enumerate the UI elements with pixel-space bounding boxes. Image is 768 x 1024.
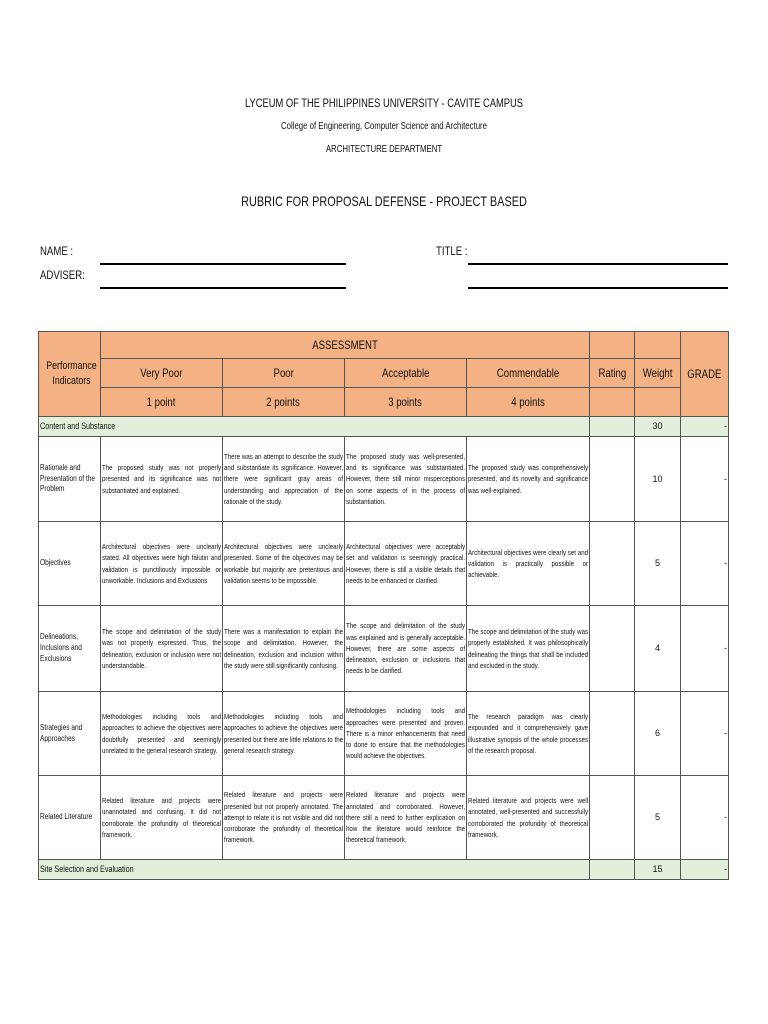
points-acceptable: 3 points [345,388,467,417]
grade-cell: - [681,522,729,606]
poor-cell: Methodologies including tools and approaches to achieve the objectives were presented but there are little relations to the general research strategy. [223,692,345,776]
commendable-cell: Architectural objectives were clearly set and validation is practically possible or achievable. [467,522,590,606]
weight-cell: 10 [635,437,681,522]
indicator-cell: Rationale and Presentation of the Problem [39,437,101,522]
poor-cell: There was a manifestation to explain the scope and delimitation. However, the delineation, exclusion and inclusion within the study were still significantly confusing. [223,606,345,692]
name-line[interactable] [100,263,346,265]
points-poor: 2 points [223,388,345,417]
table-row [39,522,729,606]
very-poor-cell: The scope and delimitation of the study was not properly expressed. Thus, the delineation, exclusion or inclusion were not understandable. [101,606,223,692]
commendable-cell: Related literature and projects were well annotated, well-presented and successfully corroborated the profundity of theoretical framework. [467,776,590,860]
points-very-poor: 1 point [101,388,223,417]
grade-cell: - [681,776,729,860]
rating-header: Rating [590,359,635,388]
commendable-cell: The research paradigm was clearly expounded and it comprehensively gave illustrative synopsis of the whole processes of the research proposal. [467,692,590,776]
acceptable-cell: The proposed study was well-presented, and its significance was substantiated. However, there still minor misperceptions on some aspects of in the process of substantiation. [345,437,467,522]
title-line-2[interactable] [468,287,728,289]
level-commendable: Commendable [467,359,590,388]
section-weight: 30 [635,417,681,437]
section-grade: - [681,417,729,437]
acceptable-cell: Related literature and projects were annotated and corroborated. However, there still a need to further explication on how the literature would reinforce the theoretical framework. [345,776,467,860]
department-name: ARCHITECTURE DEPARTMENT [325,144,443,155]
rating-cell[interactable] [590,522,635,606]
very-poor-cell: The proposed study was not properly presented and its significance was not substantiated and explained. [101,437,223,522]
performance-indicators-header: Performance Indicators [39,332,101,417]
rating-cell[interactable] [590,776,635,860]
poor-cell: There was an attempt to describe the study and substantiate its significance. However, there were significant gray areas of understanding and appreciation of the rationale of the study. [223,437,345,522]
acceptable-cell: The scope and delimitation of the study was explained and is generally acceptable. However, there are some aspects of delineation, exclusion or inclusions that needs to be clarified. [345,606,467,692]
section-grade: - [681,860,729,880]
weight-cell: 4 [635,606,681,692]
rubric-table [38,331,729,880]
commendable-cell: The scope and delimitation of the study was properly established. It was philosophically delineating the things that shall be included and excluded in the study. [467,606,590,692]
acceptable-cell: Methodologies including tools and approaches were presented and proven. There is a minor enhancements that need to done to ensure that the methodologies would achieve the objectives. [345,692,467,776]
rubric-title: RUBRIC FOR PROPOSAL DEFENSE - PROJECT BASED [241,193,527,209]
grade-cell: - [681,692,729,776]
poor-cell: Architectural objectives were unclearly presented. Some of the objectives may be workable but majority are pretentious and validation seems to be impossible. [223,522,345,606]
weight-header: Weight [635,359,681,388]
table-row [39,776,729,860]
indicator-cell: Delineations, Inclusions and Exclusions [39,606,101,692]
section-rating-cell[interactable] [590,417,635,437]
level-poor: Poor [223,359,345,388]
weight-cell: 6 [635,692,681,776]
weight-cell: 5 [635,776,681,860]
weight-cell: 5 [635,522,681,606]
very-poor-cell: Methodologies including tools and approaches to achieve the objectives were doubtfully presented and seemingly unrelated to the general research strategy. [101,692,223,776]
rating-cell[interactable] [590,606,635,692]
section-content-substance: Content and Substance [39,417,590,437]
table-row [39,437,729,522]
section-site-selection: Site Selection and Evaluation [39,860,590,880]
indicator-cell: Related Literature [39,776,101,860]
commendable-cell: The proposed study was comprehensively presented, and its novelty and significance was well-explained. [467,437,590,522]
very-poor-cell: Related literature and projects were unannotated and confusing. It did not corroborate the profundity of theoretical framework. [101,776,223,860]
rating-cell[interactable] [590,692,635,776]
rating-cell[interactable] [590,437,635,522]
title-line[interactable] [468,263,728,265]
grade-header: GRADE [681,332,729,417]
level-very-poor: Very Poor [101,359,223,388]
table-row [39,606,729,692]
indicator-cell: Objectives [39,522,101,606]
acceptable-cell: Architectural objectives were acceptably set and validation is seemingly practical. However, there is still a visible details that needs to be enhanced or clarified. [345,522,467,606]
level-acceptable: Acceptable [345,359,467,388]
adviser-line[interactable] [100,287,346,289]
indicator-cell: Strategies and Approaches [39,692,101,776]
university-name: LYCEUM OF THE PHILIPPINES UNIVERSITY - CAVITE CAMPUS [244,96,524,110]
poor-cell: Related literature and projects were presented but not properly annotated. The attempt to relate it is not visible and did not corroborate the profundity of theoretical framework. [223,776,345,860]
assessment-header: ASSESSMENT [101,332,590,359]
college-name: College of Engineering, Computer Science and Architecture [281,121,487,132]
very-poor-cell: Architectural objectives were unclearly stated. All objectives were high falutin and validation is punctiliously impossible or unworkable. Inclusions and Exclusions [101,522,223,606]
points-commendable: 4 points [467,388,590,417]
name-label: NAME : [40,244,74,258]
table-row [39,692,729,776]
section-rating-cell[interactable] [590,860,635,880]
section-weight: 15 [635,860,681,880]
grade-cell: - [681,437,729,522]
grade-cell: - [681,606,729,692]
adviser-label: ADVISER: [40,268,85,282]
title-label: TITLE : [436,244,468,258]
